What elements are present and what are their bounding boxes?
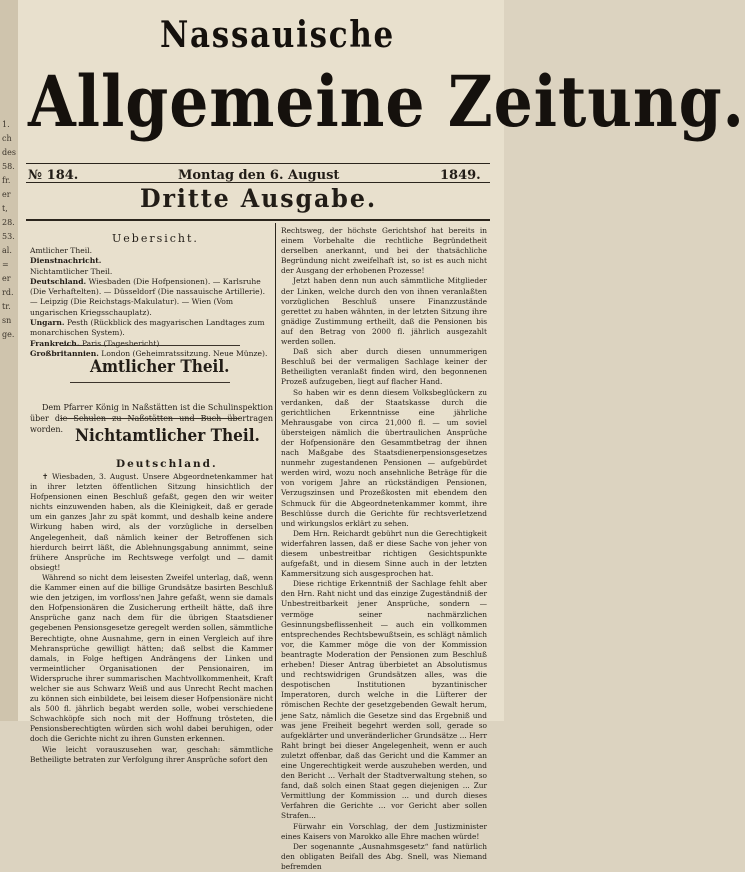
section-rule <box>60 418 240 419</box>
edge-fragment: ch <box>2 134 12 143</box>
masthead-line-1: Nassauische <box>160 14 395 56</box>
official-text: Dem Pfarrer König in Naßstätten ist die Schulinspektion über die Schulen zu Naßstätten und Buch übertragen worden. <box>30 403 273 434</box>
overview-item-label: Deutschland. <box>30 276 87 286</box>
section-rule <box>70 382 230 383</box>
column-divider <box>275 223 276 721</box>
article-paragraph: Während so nicht dem leisesten Zweifel unterlag, daß, wenn die Kammer einen auf die billige Grundsätze basirten Beschluß wie den jetzigen, im vorfloss'nen Jahre gefaßt, wenn sie damals den Hofpensionären die Zusicherung ertheilt hätte, daß ihre Ansprüche ganz nach dem für die übrigen Staatsdiener gegebenen Pensionsgesetze geregelt werden sollen, sämmtliche Berechtigte, ohne Ausnahme, gern in einen Vergleich auf ihre Mehransprüche gewilligt hätten; daß selbst die Kammer damals, in Folge heftigen Andrängens der Linken und vermeintlicher Organisationen der Pensionairen, im Widerspruche ihrer summarischen Machtvollkommenheit, Kraft welcher sie aus Schwarz Weiß und aus Unrecht Recht machen zu können sich einbildete, bei leisem dieser Hofpensionäre nicht als 500 fl. jährlich begabt werden solle, wobei verschiedene Schwachköpfe sich noch mit der Hoffnung trösteten, die Pensionsberechtigten würden sich wohl dabei beruhigen, oder doch die Gerichte nicht zu ihren Gunsten erkennen. <box>30 572 273 744</box>
overview-item-label: Großbritannien. <box>30 348 99 358</box>
germany-heading: Deutschland. <box>116 458 218 470</box>
overview-item-text: Amtlicher Theil. <box>30 246 92 255</box>
overview-item-label: Frankreich. <box>30 338 80 348</box>
overview-item-text: Nichtamtlicher Theil. <box>30 266 113 276</box>
right-article <box>281 226 487 872</box>
issue-date: Montag den 6. August <box>178 168 340 183</box>
edition-rule <box>26 219 490 221</box>
section-rule <box>60 345 240 346</box>
overview-item-label: Dienstnachricht. <box>30 256 102 266</box>
adjacent-page-edge <box>0 0 18 721</box>
article-paragraph: ✝ Wiesbaden, 3. August. Unsere Abgeordnetenkammer hat in ihrer letzten öffentlichen Sitzung hinsichtlich der Hofpensionen einen Beschluß gefaßt, gegen den wir weiter nichts einzuwenden haben, als die Kleinigkeit, daß er gerade um ein ganzes Jahr zu spät kommt, und deshalb keine andere Wirkung haben wird, als der vorzügliche in derselben Angelegenheit, daß nämlich keiner der Betroffenen sich hierdurch beirrt läßt, die Ablehnungsgabung annimmt, seine frühere Ansprüche im Rechtswege verfolgt und — damit obsiegt! <box>30 472 273 572</box>
overview-list <box>30 246 272 359</box>
overview-item-label: Ungarn. <box>30 318 65 328</box>
overview-item-text: Pesth (Rückblick des magyarischen Landtages zum monarchischen System). <box>30 318 265 338</box>
article-paragraph: Diese richtige Erkenntniß der Sachlage fehlt aber den Hrn. Raht nicht und das einzige Zugeständniß der Unbestreitbarkeit jener Ansprüche, sondern — vermöge seiner nachmärzlichen Gesinnungsbeflissenheit — auch ein vollkommen entsprechendes Rechtsbewußtsein, es schlägt nämlich vor, die Kammer möge die von der Kommission beantragte Moderation der Pensionen zum Beschluß erheben! Dieser Antrag überbietet an Absolutismus und rechtswidrigen Grundsätzen alles, was die despotischen Institutionen byzantinischer Imperatoren, durch welche in die Lüfterer der römischen Rechte der gesetzgebenden Gewalt herum, jene Satz, nämlich die Gesetze sind das Ergebniß und was jene Freiheit begehrt werden soll, gerade so aufgeklärter und unveränderlicher Grundsätze ... Herr Raht bringt bei dieser Angelegenheit, wenn er auch zuletzt offenbar, daß das Gericht und die Kammer an eine Ungerechtigkeit werde auszuheben werden, und den Bericht ... Verhalt der Stadtverwaltung stehen, so fand, daß solch einen Staat gegen diejenigen ... Zur Vermittlung der Kommission ... und durch dieses Verfahren die Gerichte ... vor Gericht aber sollen Strafen... <box>281 579 487 821</box>
overview-title: Uebersicht. <box>112 232 199 245</box>
edge-fragment: des <box>2 148 16 157</box>
edge-fragment: 28. <box>2 218 15 227</box>
article-paragraph: Daß sich aber durch diesen unnummerigen Beschluß bei der vermaligen Sachlage keiner der Betheiligten veranlaßt finden wird, den begonnenen Prozeß aufzugeben, liegt auf flacher Hand. <box>281 347 487 387</box>
dateline-top-rule <box>26 163 490 164</box>
article-paragraph: Wie leicht vorauszusehen war, geschah: sämmtliche Betheiligte betraten zur Verfolgung ihrer Ansprüche sofort den <box>30 744 273 764</box>
official-heading: Amtlicher Theil. <box>90 357 230 377</box>
article-paragraph: Jetzt haben denn nun auch sämmtliche Mitglieder der Linken, welche durch den von ihnen veranlaßten vorzüglichen Beschluß unsere Finanzzustände gerettet zu haben wähnten, in der letzten Sitzung ihre gnädige Zustimmung ertheilt, daß die Pensionen bis auf den Betrag von 2000 fl. jährlich ausgezahlt werden sollen. <box>281 276 487 347</box>
overview-item <box>30 246 272 256</box>
edge-fragment: 53. <box>2 232 15 241</box>
article-paragraph: Fürwahr ein Vorschlag, der dem Justizminister eines Kaisers von Marokko alle Ehre machen würde! <box>281 821 487 841</box>
edge-fragment: 1. <box>2 120 10 129</box>
masthead-title: Allgemeine Zeitung. <box>28 60 745 143</box>
dateline-bottom-rule <box>26 182 490 183</box>
overview-item <box>30 339 272 349</box>
edge-fragment: er <box>2 274 11 283</box>
unofficial-heading: Nichtamtlicher Theil. <box>75 426 260 446</box>
edge-fragment: t, <box>2 204 8 213</box>
overview-item <box>30 267 272 277</box>
overview-item-text: Paris (Tagesbericht). <box>79 338 162 348</box>
edge-fragment: er <box>2 190 11 199</box>
edition-title: Dritte Ausgabe. <box>140 184 378 213</box>
overview-item-text: Wiesbaden (Die Hofpensionen). — Karlsruhe (Die Verhaftelten). — Düsseldorf (Die nassauische Artillerie). — Leipzig (Die Reichstags-Makulatur). — Wien (Vom ungarischen Kriegsschauplatz). <box>30 276 265 317</box>
edge-fragment: 58. <box>2 162 15 171</box>
issue-number: № 184. <box>28 168 79 183</box>
edge-fragment: sn <box>2 316 12 325</box>
overview-item <box>30 277 272 318</box>
article-paragraph: Der sogenannte „Ausnahmsgesetz“ fand natürlich den obligaten Beifall des Abg. Snell, was Niemand befremden <box>281 841 487 871</box>
issue-year: 1849. <box>440 168 481 183</box>
edge-fragment: al. <box>2 246 12 255</box>
article-paragraph: So haben wir es denn diesem Volksbeglückern zu verdanken, daß der Staatskasse durch die gerichtlichen Erkenntnisse eine jährliche Mehrausgabe von circa 21,000 fl. — um soviel übersteigen nämlich die übertraulichen Ansprüche der Hofpensionäre den Gesammtbetrag der ihnen nach Maßgabe des Staatsdienerpensionsgesetzes nunmehr zugestandenen Pensionen — aufgebürdet werden wird, wozu noch ansehnliche Beträge für die von vorigem Jahre an rückständigen Pensionen, Verzugszinsen und Prozeßkosten mit ebendem den Schmuck für die Abgeordnetenkammer kommt, ihre Beschlüsse durch die Gerichte für rechtsverletzend und wirkungslos erklärt zu sehen. <box>281 387 487 528</box>
overview-item <box>30 256 272 266</box>
overview-item-text: London (Geheimratssitzung. Neue Münze). <box>98 348 268 358</box>
edge-fragment: fr. <box>2 176 11 185</box>
article-paragraph: Dem Hrn. Reichardt gebührt nun die Gerechtigkeit widerfahren lassen, daß er diese Sache von jeher von diesem unbestreitbar richtigen Gesichtspunkte aufgefaßt, und in diesem Sinne auch in der letzten Kammersitzung sich ausgesprochen hat. <box>281 528 487 579</box>
overview-item <box>30 318 272 339</box>
edge-fragment: rd. <box>2 288 14 297</box>
left-article <box>30 472 273 765</box>
edge-fragment: ge. <box>2 330 15 339</box>
article-paragraph: Rechtsweg, der höchste Gerichtshof hat bereits in einem Vorbehalte die rechtliche Begründetheit derselben anerkannt, und bei der thatsächliche Begründung nicht zweifelhaft ist, so ist es auch nicht der Ausgang der erhobenen Prozesse! <box>281 226 487 276</box>
edge-fragment: = <box>2 260 9 269</box>
edge-fragment: tr. <box>2 302 11 311</box>
